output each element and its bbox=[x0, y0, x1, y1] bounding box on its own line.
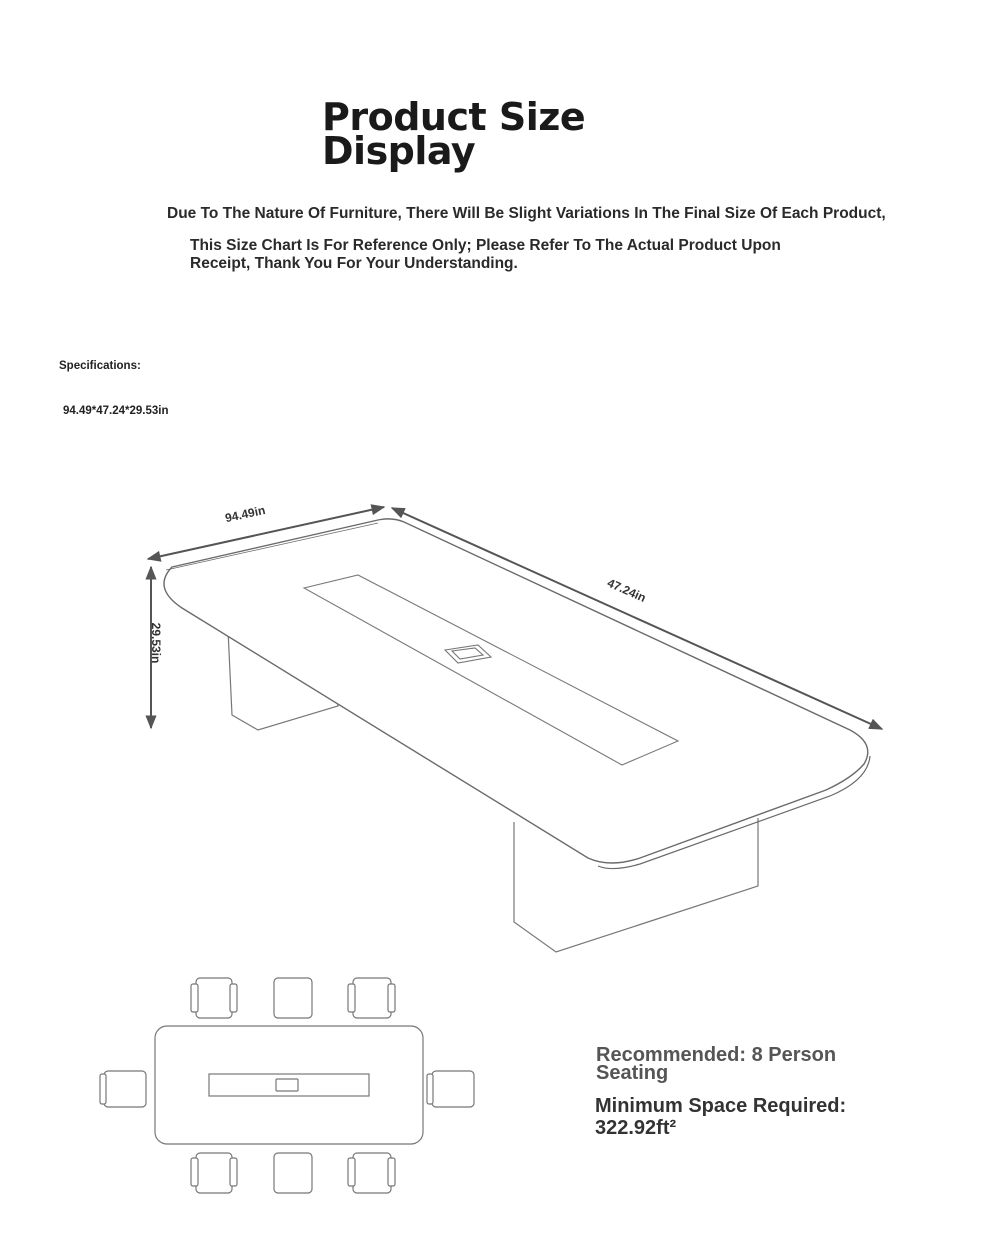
min-space-value: 322.92ft² bbox=[595, 1117, 677, 1139]
minimum-space bbox=[595, 1095, 895, 1139]
chair-left-end bbox=[100, 1071, 146, 1107]
specifications-label: Specifications: bbox=[59, 360, 141, 372]
top-view-port bbox=[276, 1079, 298, 1091]
chair-top-center bbox=[274, 978, 312, 1018]
notice-line-2: This Size Chart Is For Reference Only; Please Refer To The Actual Product Upon Receipt, Thank You For Your Understanding. bbox=[190, 237, 781, 272]
table-top bbox=[164, 519, 870, 869]
height-label: 29.53in bbox=[149, 622, 163, 664]
recommended-seating: Recommended: 8 Person Seating bbox=[596, 1044, 837, 1084]
specifications-value: 94.49*47.24*29.53in bbox=[63, 405, 169, 417]
min-space-label: Minimum Space Required: bbox=[595, 1095, 847, 1117]
top-view-layout bbox=[100, 978, 474, 1193]
notice-line-1: Due To The Nature Of Furniture, There Will Be Slight Variations In The Final Size Of Each Product, bbox=[167, 205, 886, 222]
chair-bottom-center bbox=[274, 1153, 312, 1193]
width-label: 47.24in bbox=[605, 575, 649, 606]
chair-top-right bbox=[348, 978, 395, 1018]
title-line-2: Display bbox=[322, 129, 476, 173]
chair-right-end bbox=[427, 1071, 474, 1107]
title-line-1: Product Size bbox=[322, 95, 586, 139]
length-label: 94.49in bbox=[223, 503, 267, 526]
chair-top-left bbox=[191, 978, 237, 1018]
chair-bottom-right bbox=[348, 1153, 395, 1193]
chair-bottom-left bbox=[191, 1153, 237, 1193]
